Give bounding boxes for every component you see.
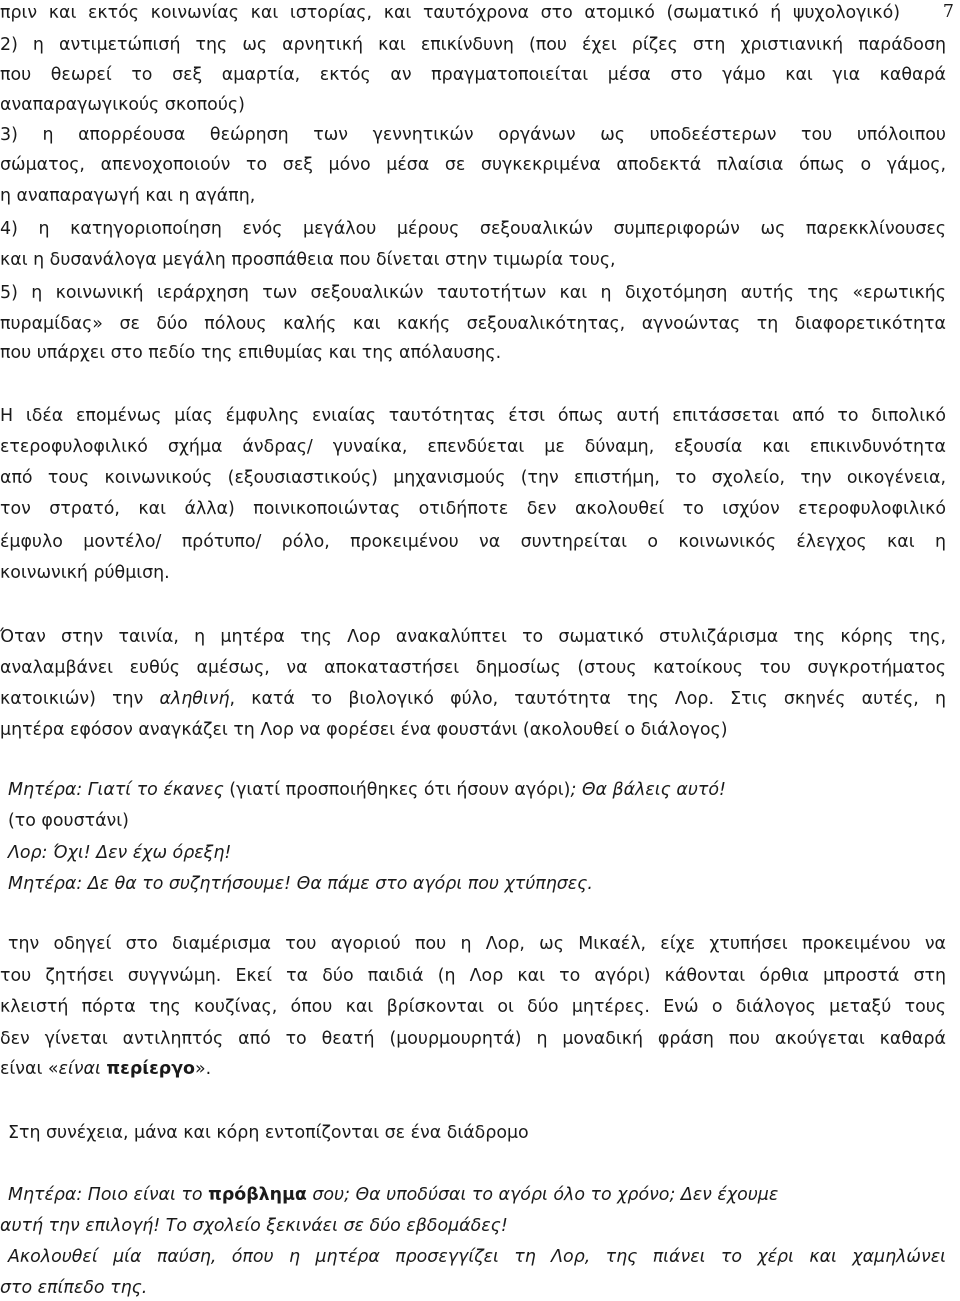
text-line: 3) η απορρέουσα θεώρηση των γεννητικών οργάνων ως υποδεέστερων του υπόλοιπου xyxy=(0,125,946,145)
text-line: πριν και εκτός κοινωνίας και ιστορίας, και ταυτόχρονα στο ατομικό (σωματικό ή ψυχολογικό) xyxy=(0,3,900,23)
dialogue-line: Μητέρα: Δε θα το συζητήσουμε! Θα πάμε στο αγόρι που χτύπησες. xyxy=(8,874,593,894)
text-line: είναι «είναι περίεργο». xyxy=(0,1059,212,1079)
text-line: που υπάρχει στο πεδίο της επιθυμίας και της απόλαυσης. xyxy=(0,343,502,363)
text-line: πυραμίδας» σε δύο πόλους καλής και κακής σεξουαλικότητας, αγνοώντας τη διαφορετικότητα xyxy=(0,314,946,334)
text-line: τον στρατό, και άλλα) ποινικοποιώντας οτιδήποτε δεν ακολουθεί το ισχύον ετεροφυλοφιλικό xyxy=(0,499,946,519)
text-line: την οδηγεί στο διαμέρισμα του αγοριού που η Λορ, ως Μικαέλ, είχε χτυπήσει προκειμένου να xyxy=(8,934,946,954)
text-line: Ακολουθεί μία παύση, όπου η μητέρα προσεγγίζει τη Λορ, της πιάνει το χέρι και χαμηλώνει xyxy=(8,1247,946,1267)
text-line: σώματος, απενοχοποιούν το σεξ μόνο μέσα σε συγκεκριμένα αποδεκτά πλαίσια όπως ο γάμος, xyxy=(0,155,946,175)
text-line: αναλαμβάνει ευθύς αμέσως, να αποκαταστήσει δημοσίως (στους κατοίκους του συγκροτήματος xyxy=(0,658,946,678)
text-line: 5) η κοινωνική ιεράρχηση των σεξουαλικών ταυτοτήτων και η διχοτόμηση αυτής της «ερωτικής xyxy=(0,283,946,303)
text-line: από τους κοινωνικούς (εξουσιαστικούς) μηχανισμούς (την επιστήμη, το σχολείο, την οικογένεια, xyxy=(0,468,946,488)
text-line: που θεωρεί το σεξ αμαρτία, εκτός αν πραγματοποιείται μέσα στο γάμο και για καθαρά xyxy=(0,65,946,85)
dialogue-line: Λορ: Όχι! Δεν έχω όρεξη! xyxy=(8,843,232,863)
text-line: του ζητήσει συγγνώμη. Εκεί τα δύο παιδιά (η Λορ και το αγόρι) κάθονται όρθια μπροστά στη xyxy=(0,966,946,986)
text-line: Στη συνέχεια, μάνα και κόρη εντοπίζονται σε ένα διάδρομο xyxy=(8,1123,529,1143)
text-line: κλειστή πόρτα της κουζίνας, όπου και βρίσκονται οι δύο μητέρες. Ενώ ο διάλογος μεταξύ τους xyxy=(0,997,946,1017)
dialogue-line: Μητέρα: Ποιο είναι το πρόβλημα σου; Θα υποδύσαι το αγόρι όλο το χρόνο; Δεν έχουμε xyxy=(8,1185,779,1205)
dialogue-line: (το φουστάνι) xyxy=(8,811,129,831)
page-number: 7 xyxy=(942,2,954,22)
text-line: Όταν στην ταινία, η μητέρα της Λορ ανακαλύπτει το σωματικό στυλιζάρισμα της κόρης της, xyxy=(0,627,946,647)
text-line: έμφυλο μοντέλο/ πρότυπο/ ρόλο, προκειμένου να συντηρείται ο κοινωνικός έλεγχος και η xyxy=(0,532,946,552)
text-line: αναπαραγωγικούς σκοπούς) xyxy=(0,95,245,115)
text-line: 2) η αντιμετώπισή της ως αρνητική και επικίνδυνη (που έχει ρίζες στη χριστιανική παράδοση xyxy=(0,35,946,55)
text-line: κατοικιών) την αληθινή, κατά το βιολογικό φύλο, ταυτότητα της Λορ. Στις σκηνές αυτές, η xyxy=(0,689,946,709)
text-line: ετεροφυλοφιλικό σχήμα άνδρας/ γυναίκα, επενδύεται με δύναμη, εξουσία και επικινδυνότητα xyxy=(0,437,946,457)
text-line: στο επίπεδο της. xyxy=(0,1278,148,1298)
text-line: 4) η κατηγοριοποίηση ενός μεγάλου μέρους σεξουαλικών συμπεριφορών ως παρεκκλίνουσες xyxy=(0,219,946,239)
text-line: κοινωνική ρύθμιση. xyxy=(0,563,170,583)
text-line: Η ιδέα επομένως μίας έμφυλης ενιαίας ταυτότητας έτσι όπως αυτή επιτάσσεται από το διπολικό xyxy=(0,406,946,426)
dialogue-line: αυτή την επιλογή! Το σχολείο ξεκινάει σε δύο εβδομάδες! xyxy=(0,1216,508,1236)
text-line: η αναπαραγωγή και η αγάπη, xyxy=(0,186,256,206)
text-line: δεν γίνεται αντιληπτός από το θεατή (μουρμουρητά) η μοναδική φράση που ακούγεται καθαρά xyxy=(0,1029,946,1049)
dialogue-line: Μητέρα: Γιατί το έκανες (γιατί προσποιήθηκες ότι ήσουν αγόρι); Θα βάλεις αυτό! xyxy=(8,780,727,800)
text-line: μητέρα εφόσον αναγκάζει τη Λορ να φορέσει ένα φουστάνι (ακολουθεί ο διάλογος) xyxy=(0,720,728,740)
text-line: και η δυσανάλογα μεγάλη προσπάθεια που δίνεται στην τιμωρία τους, xyxy=(0,250,616,270)
